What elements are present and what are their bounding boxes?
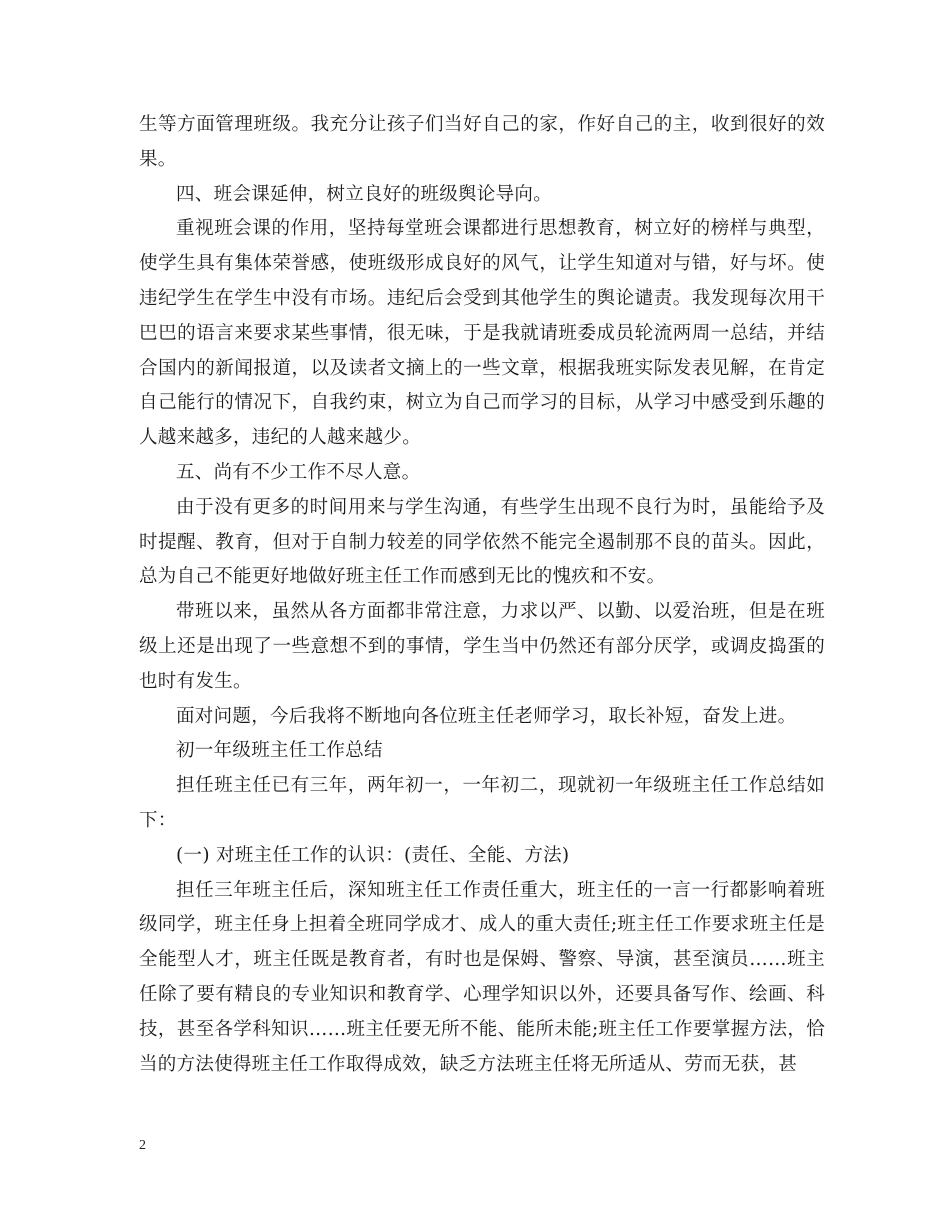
document-body [139,108,825,1082]
paragraph-class-meeting: 重视班会课的作用，坚持每堂班会课都进行思想教育，树立好的榜样与典型，使学生具有集体荣誉感，使班级形成良好的风气，让学生知道对与错，好与坏。使违纪学生在学生中没有市场。违纪后会受到其他学生的舆论谴责。我发现每次用干巴巴的语言来要求某些事情，很无味，于是我就请班委成员轮流两周一总结，并结合国内的新闻报道，以及读者文摘上的一些文章，根据我班实际发表见解，在肯定自己能行的情况下，自我约束，树立为自己而学习的目标，从学习中感受到乐趣的人越来越多，违纪的人越来越少。 [139,218,825,449]
page-number: 2 [139,1138,146,1153]
subsection-heading-one: (一) 对班主任工作的认识：(责任、全能、方法) [176,844,570,866]
paragraph-intro: 担任班主任已有三年，两年初一，一年初二，现就初一年级班主任工作总结如下： [139,775,825,831]
paragraph-responsibility: 担任三年班主任后，深知班主任工作责任重大，班主任的一言一行都影响着班级同学，班主任身上担着全班同学成才、成人的重大责任;班主任工作要求班主任是全能型人才，班主任既是教育者，有时也是保姆、警察、导演，甚至演员……班主任除了要有精良的专业知识和教育学、心理学知识以外，还要具备写作、绘画、科技，甚至各学科知识……班主任要无所不能、能所未能;班主任工作要掌握方法，恰当的方法使得班主任工作取得成效，缺乏方法班主任将无所适从、劳而无获，甚 [139,879,825,1075]
paragraph-class-management: 带班以来，虽然从各方面都非常注意，力求以严、以勤、以爱治班，但是在班级上还是出现了一些意想不到的事情，学生当中仍然还有部分厌学，或调皮捣蛋的也时有发生。 [139,601,825,692]
paragraph-future-plan: 面对问题，今后我将不断地向各位班主任老师学习，取长补短，奋发上进。 [176,705,797,727]
paragraph-communication: 由于没有更多的时间用来与学生沟通，有些学生出现不良行为时，虽能给予及时提醒、教育，但对于自制力较差的同学依然不能完全遏制那不良的苗头。因此，总为自己不能更好地做好班主任工作而感到无比的愧疚和不安。 [139,496,825,588]
section-heading-five: 五、尚有不少工作不尽人意。 [176,461,421,483]
document-subtitle: 初一年级班主任工作总结 [176,740,383,762]
section-heading-four: 四、班会课延伸，树立良好的班级舆论导向。 [176,183,553,205]
paragraph-continuation: 生等方面管理班级。我充分让孩子们当好自己的家，作好自己的主，收到很好的效果。 [139,114,825,170]
